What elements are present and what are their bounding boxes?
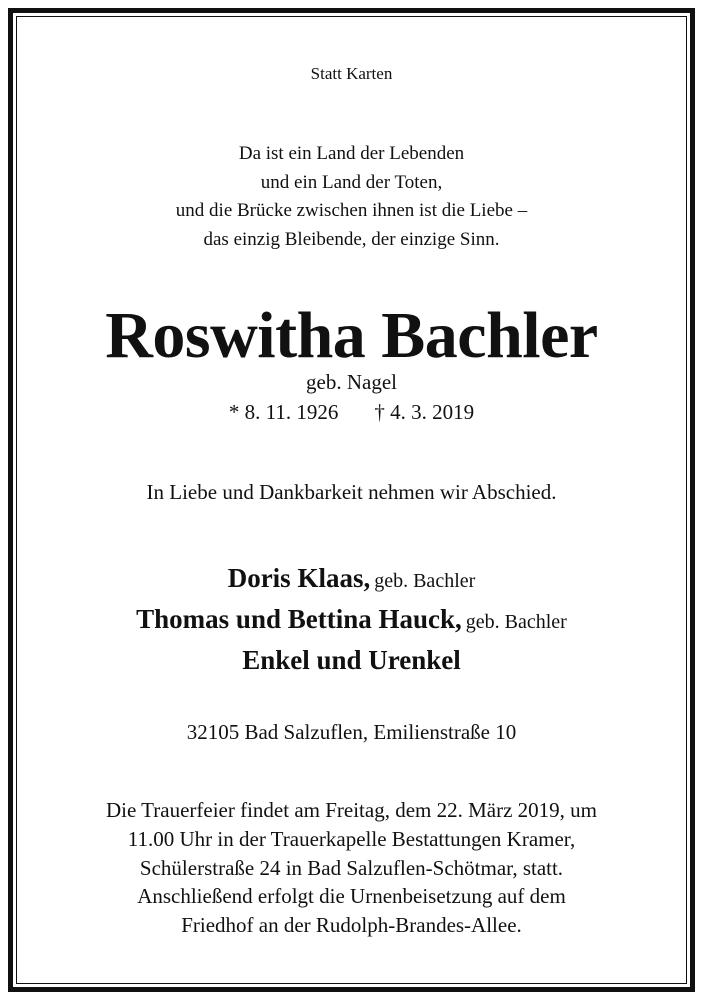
death-date: † 4. 3. 2019 — [374, 400, 475, 424]
mourner-entry — [16, 560, 687, 601]
header-statt-karten: Statt Karten — [310, 64, 393, 83]
ceremony-line: 11.00 Uhr in der Trauerkapelle Bestattungen Kramer, — [127, 826, 576, 851]
birth-date: * 8. 11. 1926 — [228, 400, 339, 424]
mourner-name: Enkel und Urenkel — [242, 645, 461, 675]
ceremony-line: Anschließend erfolgt die Urnenbeisetzung auf dem — [137, 884, 566, 909]
deceased-birth-name: geb. Nagel — [306, 370, 397, 394]
poem — [16, 140, 687, 254]
mourner-entry — [16, 642, 687, 683]
ceremony-line: Schülerstraße 24 in Bad Salzuflen-Schötmar, statt. — [139, 855, 564, 880]
mourner-note: geb. Bachler — [465, 611, 567, 633]
mourners-list — [16, 560, 687, 683]
ceremony-line: Friedhof an der Rudolph-Brandes-Allee. — [181, 913, 522, 938]
mourner-note: geb. Bachler — [374, 570, 476, 592]
deceased-name: Roswitha Bachler — [105, 299, 598, 372]
farewell-text: In Liebe und Dankbarkeit nehmen wir Abschied. — [146, 480, 557, 504]
poem-line: und ein Land der Toten, — [260, 171, 443, 193]
mourner-name: Doris Klaas, — [227, 563, 371, 593]
mourner-entry — [16, 601, 687, 642]
poem-line: Da ist ein Land der Lebenden — [238, 143, 465, 164]
poem-line: das einzig Bleibende, der einzige Sinn. — [203, 228, 500, 250]
ceremony-details — [16, 796, 687, 940]
mourner-name: Thomas und Bettina Hauck, — [136, 604, 462, 634]
life-dates — [16, 398, 687, 426]
poem-line: und die Brücke zwischen ihnen ist die Liebe – — [175, 200, 528, 221]
family-address: 32105 Bad Salzuflen, Emilienstraße 10 — [186, 720, 517, 744]
ceremony-line: Die Trauerfeier findet am Freitag, dem 22. März 2019, um — [105, 798, 598, 822]
